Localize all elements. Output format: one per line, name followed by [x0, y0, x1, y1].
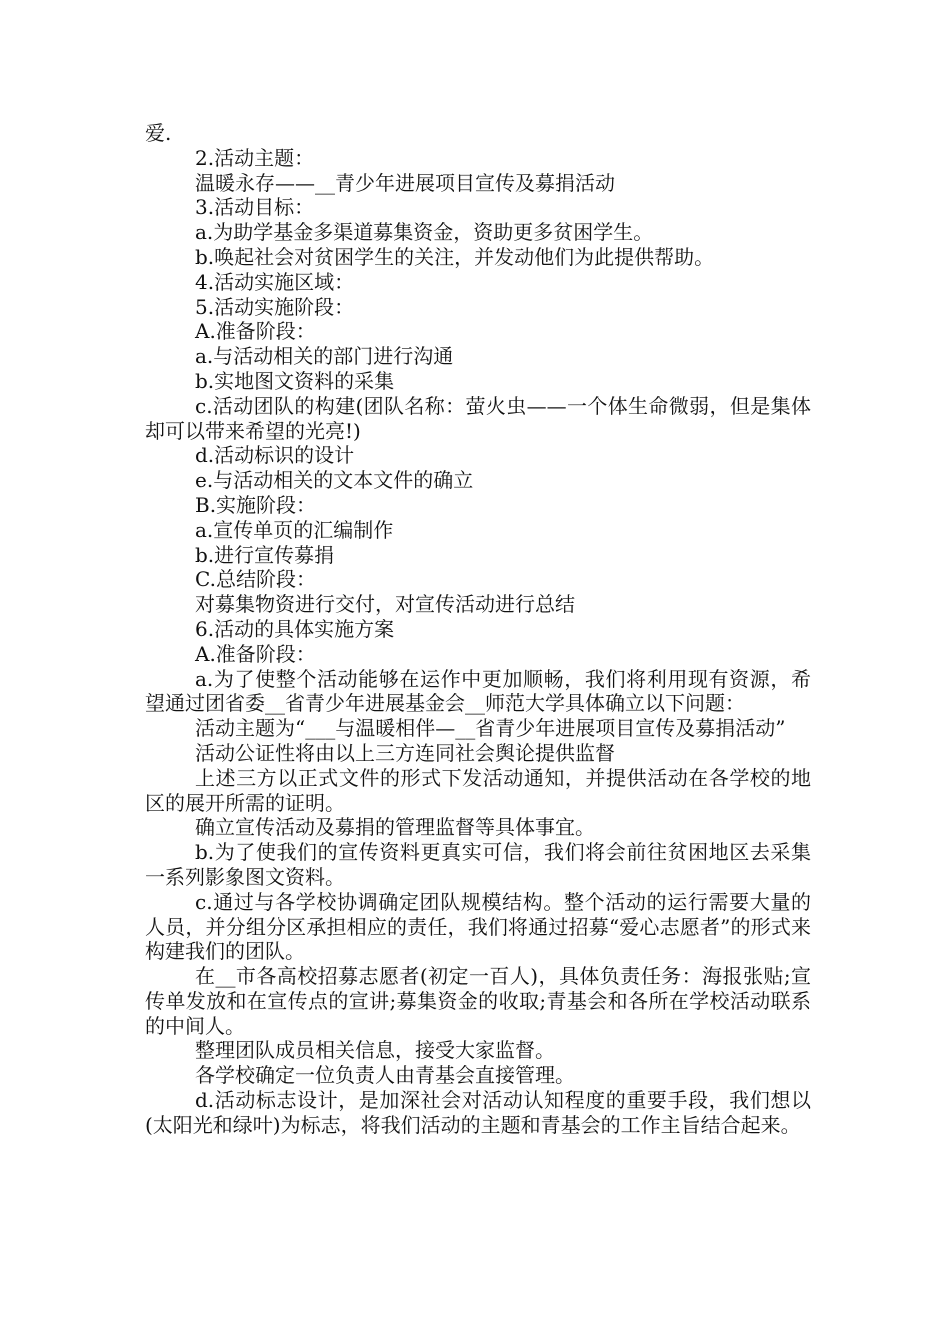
- paragraph: d.活动标志设计，是加深社会对活动认知程度的重要手段，我们想以(太阳光和绿叶)为标志，将我们活动的主题和青基会的工作主旨结合起来。: [145, 1088, 811, 1137]
- document-page: [145, 121, 811, 1138]
- paragraph: a.宣传单页的汇编制作: [195, 517, 394, 542]
- paragraph: b.唤起社会对贫困学生的关注，并发动他们为此提供帮助。: [195, 244, 715, 269]
- paragraph: b.实地图文资料的采集: [195, 368, 395, 393]
- paragraph: 活动公证性将由以上三方连同社会舆论提供监督: [195, 740, 615, 765]
- paragraph: C.总结阶段：: [195, 567, 316, 592]
- paragraph: e.与活动相关的文本文件的确立: [195, 468, 474, 493]
- paragraph: c.通过与各学校协调确定团队规模结构。整个活动的运行需要大量的人员，并分组分区承担相应的责任，我们将通过招募“爱心志愿者”的形式来构建我们的团队。: [145, 889, 811, 964]
- paragraph: a.为了使整个活动能够在运作中更加顺畅，我们将利用现有资源，希望通过团省委__省青少年进展基金会__师范大学具体确立以下问题：: [145, 666, 811, 716]
- paragraph: d.活动标识的设计: [195, 443, 355, 468]
- paragraph: B.实施阶段：: [195, 492, 317, 517]
- paragraph: a.为助学基金多渠道募集资金，资助更多贫困学生。: [195, 220, 654, 245]
- paragraph: 2.活动主题：: [195, 145, 315, 170]
- paragraph: A.准备阶段：: [195, 319, 316, 344]
- paragraph: 在__市各高校招募志愿者(初定一百人)，具体负责任务：海报张贴;宣传单发放和在宣传点的宣讲;募集资金的收取;青基会和各所在学校活动联系的中间人。: [145, 964, 811, 1038]
- paragraph: c.活动团队的构建(团队名称：萤火虫——一个体生命微弱，但是集体却可以带来希望的光亮!): [145, 393, 811, 443]
- paragraph: 上述三方以正式文件的形式下发活动通知，并提供活动在各学校的地区的展开所需的证明。: [145, 765, 811, 815]
- paragraph: 活动主题为“___与温暖相伴—__省青少年进展项目宣传及募捐活动”: [195, 716, 786, 741]
- paragraph: a.与活动相关的部门进行沟通: [195, 344, 454, 369]
- paragraph: 对募集物资进行交付，对宣传活动进行总结: [195, 592, 575, 617]
- paragraph: 4.活动实施区域：: [195, 269, 355, 294]
- paragraph: 确立宣传活动及募捐的管理监督等具体事宜。: [195, 815, 595, 840]
- paragraph: 5.活动实施阶段：: [195, 294, 355, 319]
- paragraph: b.为了使我们的宣传资料更真实可信，我们将会前往贫困地区去采集一系列影象图文资料。: [145, 840, 811, 889]
- paragraph: b.进行宣传募捐: [195, 542, 335, 567]
- paragraph: A.准备阶段：: [195, 641, 316, 666]
- paragraph: 各学校确定一位负责人由青基会直接管理。: [195, 1063, 575, 1088]
- paragraph: 3.活动目标：: [195, 195, 315, 220]
- paragraph: 整理团队成员相关信息，接受大家监督。: [195, 1038, 555, 1063]
- paragraph: 爱.: [145, 121, 172, 145]
- paragraph: 温暖永存——__青少年进展项目宣传及募捐活动: [195, 170, 615, 195]
- paragraph: 6.活动的具体实施方案: [195, 616, 395, 641]
